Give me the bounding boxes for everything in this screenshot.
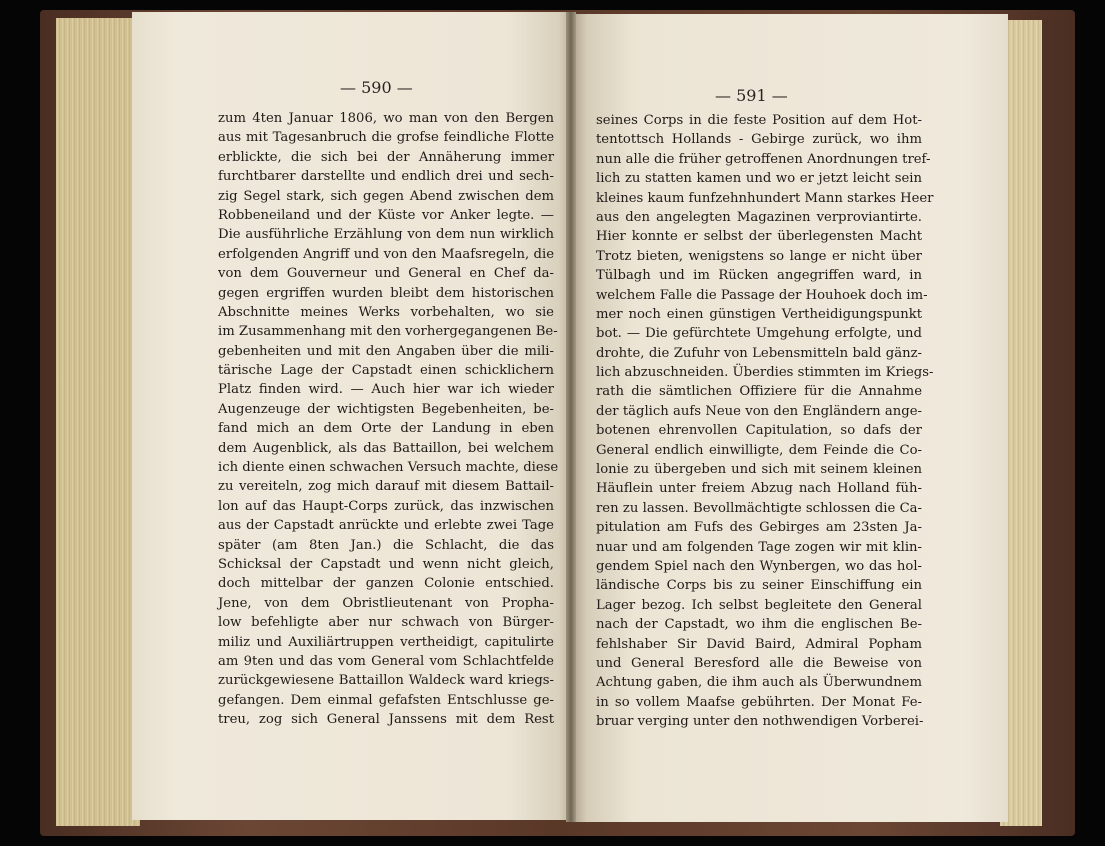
text-line: erblickte, die sich bei der Annäherung immer [218, 149, 554, 165]
text-line: Trotz bieten, wenigstens so lange er nicht über [596, 248, 922, 264]
text-line: gegen ergriffen wurden bleibt dem historischen [218, 285, 554, 301]
text-line: zum 4ten Januar 1806, wo man von den Bergen [218, 111, 554, 126]
text-line: in so vollem Maafse gebührten. Der Monat Fe- [596, 694, 922, 710]
text-line: aus der Capstadt anrückte und erlebte zwei Tage [218, 518, 554, 534]
text-line: zig Segel stark, sich gegen Abend zwischen dem [218, 188, 554, 204]
left-page-number: — 590 — [340, 78, 413, 97]
text-line: fehlshaber Sir David Baird, Admiral Popham [596, 636, 922, 652]
text-line: zu vereiteln, zog mich darauf mit diesem Battail- [218, 479, 554, 495]
right-page-number: — 591 — [715, 86, 788, 105]
text-line: low befehligte aber nur schwach von Bürger- [218, 615, 554, 631]
text-line: welchem Falle die Passage der Houhoek doch im- [596, 287, 928, 303]
text-line: Jene, von dem Obristlieutenant von Propha- [218, 595, 554, 611]
text-line: lich zu statten kamen und wo er jetzt leicht sein [596, 171, 922, 187]
text-line: Achtung gaben, die ihm auch als Überwundnem [596, 675, 922, 691]
text-line: lon auf das Haupt-Corps zurück, das inzwischen [218, 498, 554, 514]
text-line: seines Corps in die feste Position auf dem Hot- [596, 113, 922, 128]
text-line: lonie zu übergeben und sich mit seinem kleinen [596, 462, 922, 478]
text-line: Die ausführliche Erzählung von dem nun wirklich [218, 227, 554, 243]
text-line: bot. — Die gefürchtete Umgehung erfolgte, und [596, 326, 922, 342]
text-line: der täglich aufs Neue von den Engländern ange- [596, 403, 922, 419]
text-line: gebenheiten und mit den Angaben über die mili- [218, 343, 554, 359]
text-line: gendem Spiel nach den Wynbergen, wo das hol- [596, 558, 922, 574]
text-line: tentottsch Hollands - Gebirge zurück, wo ihm [596, 132, 922, 148]
text-line: doch mittelbar der ganzen Colonie entschied. [218, 576, 554, 592]
text-line: rath die sämtlichen Offiziere für die Annahme [596, 384, 922, 400]
left-page-edges [56, 18, 140, 826]
text-line: bruar verging unter den nothwendigen Vorberei- [596, 714, 924, 730]
text-line: Tülbagh und im Rücken angegriffen ward, in [596, 268, 922, 284]
text-line: ländische Corps bis zu seiner Einschiffung ein [596, 578, 922, 594]
text-line: nach der Capstadt, wo ihm die englischen Be- [596, 617, 922, 633]
text-line: fand mich an dem Orte der Landung in eben [218, 421, 554, 437]
text-line: aus mit Tagesanbruch die grofse feindliche Flotte [218, 130, 554, 146]
text-line: tärische Lage der Capstadt einen schicklichern [218, 363, 554, 379]
text-line: Schicksal der Capstadt und wenn nicht gleich, [218, 556, 554, 572]
text-line: General endlich einwilligte, dem Feinde die Co- [596, 442, 922, 458]
text-line: mer noch einen günstigen Vertheidigungspunkt [596, 306, 922, 322]
text-line: furchtbarer darstellte und endlich drei und sech- [218, 169, 554, 185]
left-page-text [218, 109, 559, 730]
text-line: nun alle die früher getroffenen Anordnungen tref- [596, 151, 931, 167]
text-line: gefangen. Dem einmal gefafsten Entschlusse ge- [218, 692, 554, 708]
text-line: Lager bezog. Ich selbst begleitete den General [596, 597, 922, 613]
text-line: von dem Gouverneur und General en Chef da- [218, 266, 554, 282]
text-line: aus den angelegten Magazinen verproviantirte. [596, 209, 922, 225]
text-line: miliz und Auxiliärtruppen vertheidigt, capitulirte [218, 634, 554, 650]
text-line: Häuflein unter freiem Abzug nach Holland füh- [596, 481, 922, 497]
text-line: und General Beresford alle die Beweise von [596, 655, 922, 671]
text-line: im Zusammenhang mit den vorhergegangenen Be- [218, 324, 558, 340]
text-line: kleines kaum funfzehnhundert Mann starkes Heer [596, 190, 934, 206]
text-line: ich diente einen schwachen Versuch machte, diese [218, 460, 559, 476]
text-line: dem Augenblick, als das Battaillon, bei welchem [218, 440, 554, 456]
text-line: Robbeneiland und der Küste vor Anker legte. — [218, 207, 554, 223]
text-line: pitulation am Fufs des Gebirges am 23sten Ja- [596, 520, 922, 536]
text-line: treu, zog sich General Janssens mit dem Rest [218, 712, 554, 728]
text-line: lich abzuschneiden. Überdies stimmten im Kriegs- [596, 365, 934, 381]
text-line: Abschnitte meines Werks vorbehalten, wo sie [218, 304, 554, 320]
right-page-text [596, 111, 934, 732]
text-line: Augenzeuge der wichtigsten Begebenheiten, be- [218, 401, 554, 417]
text-line: zurückgewiesene Battaillon Waldeck ward kriegs- [218, 673, 554, 689]
text-line: erfolgenden Angriff und von den Maafsregeln, die [218, 246, 554, 262]
text-line: ren zu lassen. Bevollmächtigte schlossen die Ca- [596, 500, 922, 516]
text-line: Platz finden wird. — Auch hier war ich wieder [218, 382, 554, 398]
text-line: nuar und am folgenden Tage zogen wir mit klin- [596, 539, 922, 555]
text-line: am 9ten und das vom General vom Schlachtfelde [218, 653, 554, 669]
book-gutter [566, 12, 576, 822]
text-line: botenen ehrenvollen Capitulation, so dafs der [596, 423, 922, 439]
text-line: später (am 8ten Jan.) die Schlacht, die das [218, 537, 554, 553]
text-line: Hier konnte er selbst der überlegensten Macht [596, 229, 922, 245]
text-line: drohte, die Zufuhr von Lebensmitteln bald gänz- [596, 345, 922, 361]
